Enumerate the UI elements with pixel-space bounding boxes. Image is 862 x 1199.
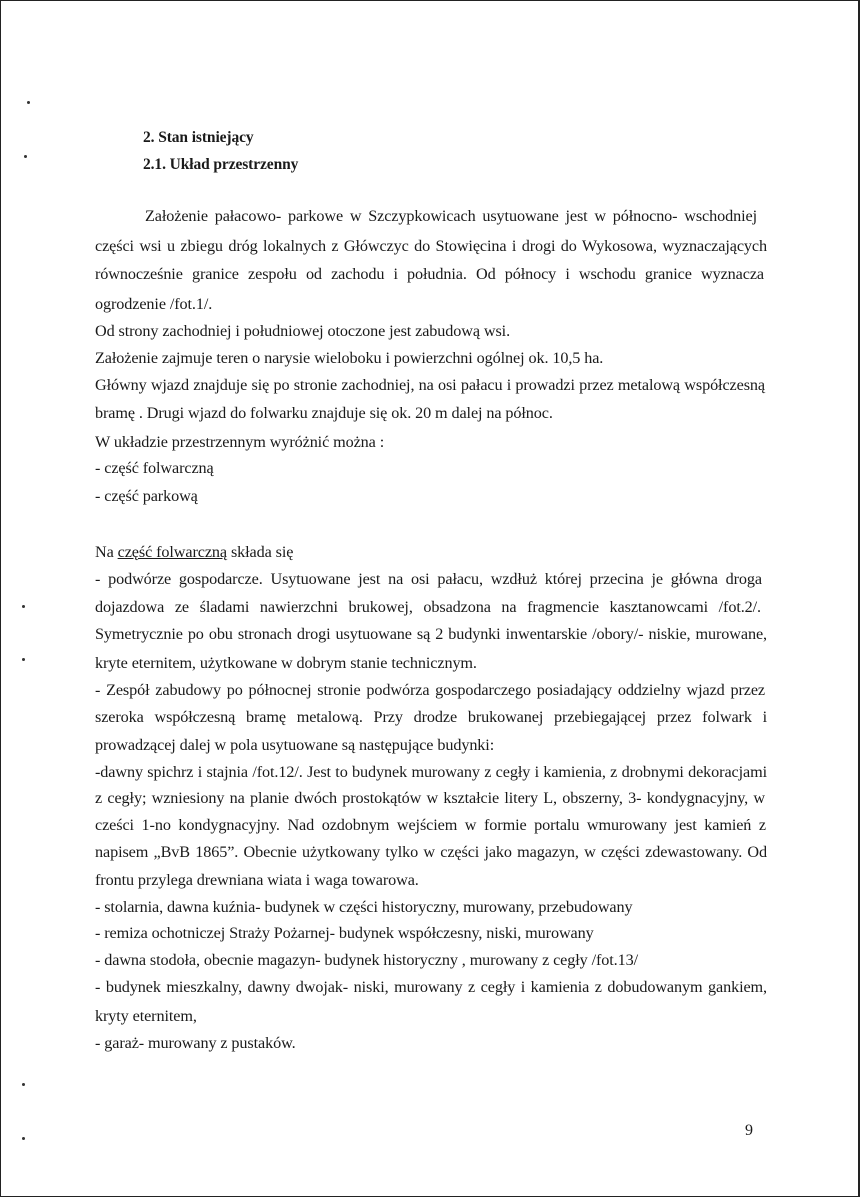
text-line: -dawny spichrz i stajnia /fot.12/. Jest to budynek murowany z cegły i kamienia, z drobnymi dekoracjami	[95, 763, 767, 781]
text-line: bramę . Drugi wjazd do folwarku znajduje się ok. 20 m dalej na północ.	[95, 404, 553, 422]
list-item: - garaż- murowany z pustaków.	[95, 1034, 296, 1052]
farm-intro-underlined: część folwarczną	[117, 543, 228, 561]
scan-speck	[22, 1083, 25, 1086]
text-line: frontu przylega drewniana wiata i waga towarowa.	[95, 871, 419, 889]
page-number: 9	[745, 1122, 753, 1139]
text-line: cześci 1-no kondygnacyjny. Nad ozdobnym wejściem w formie portalu wmurowany jest kamień z	[95, 816, 766, 834]
list-item: - stolarnia, dawna kuźnia- budynek w części historyczny, murowany, przebudowany	[95, 898, 633, 916]
scan-speck	[27, 101, 30, 104]
text-line: kryte eternitem, użytkowane w dobrym stanie technicznym.	[95, 654, 477, 672]
subsection-heading: 2.1. Układ przestrzenny	[143, 156, 299, 173]
text-line: Założenie zajmuje teren o narysie wieloboku i powierzchni ogólnej ok. 10,5 ha.	[95, 349, 604, 367]
farm-intro-suffix: składa się	[227, 543, 294, 561]
scan-speck	[22, 658, 25, 661]
text-line: Od strony zachodniej i południowej otoczone jest zabudową wsi.	[95, 322, 511, 340]
text-line: z cegły; wzniesiony na planie dwóch prostokątów w kształcie litery L, obszerny, 3- kondygnacyjny, w	[95, 789, 765, 807]
text-line: kryty eternitem,	[95, 1007, 197, 1025]
text-line: napisem „BvB 1865”. Obecnie użytkowany tylko w części jako magazyn, w części zdewastowany. Od	[95, 843, 767, 861]
text-line: Główny wjazd znajduje się po stronie zachodniej, na osi pałacu i prowadzi przez metalową współczesną	[95, 376, 765, 394]
list-item: - remiza ochotniczej Straży Pożarnej- budynek współczesny, niski, murowany	[95, 924, 594, 942]
text-line: Założenie pałacowo- parkowe w Szczypkowicach usytuowane jest w północno- wschodniej	[145, 207, 757, 225]
text-line: prowadzącej dalej w pola usytuowane są następujące budynki:	[95, 736, 495, 754]
list-item: - część parkową	[95, 487, 198, 505]
scan-speck	[22, 1137, 25, 1140]
text-line: części wsi u zbiegu dróg lokalnych z Główczyc do Stowięcina i drogi do Wykosowa, wyznaczających	[95, 237, 767, 255]
text-line: - podwórze gospodarcze. Usytuowane jest na osi pałacu, wzdłuż której przecina je główna droga	[95, 570, 762, 588]
text-line: - budynek mieszkalny, dawny dwojak- niski, murowany z cegły i kamienia z dobudowanym gankiem,	[95, 978, 767, 996]
text-line: W układzie przestrzennym wyróżnić można :	[95, 433, 385, 451]
text-line: - Zespół zabudowy po północnej stronie podwórza gospodarczego posiadający oddzielny wjazd przez	[95, 681, 765, 699]
list-item: - część folwarczną	[95, 459, 214, 477]
text-line: ogrodzenie /fot.1/.	[95, 295, 213, 313]
section-heading: 2. Stan istniejący	[143, 129, 254, 146]
text-line: równocześnie granice zespołu od zachodu i południa. Od północy i wschodu granice wyznacza	[95, 265, 764, 283]
text-line: dojazdowa ze śladami nawierzchni brukowej, obsadzona na fragmencie kasztanowcami /fot.2/.	[95, 598, 761, 616]
text-line: szeroka współczesną bramę metalową. Przy drodze brukowanej przebiegającej przez folwark i	[95, 708, 767, 726]
farm-intro-prefix: Na	[95, 543, 118, 561]
scan-speck	[22, 605, 25, 608]
farm-intro	[95, 542, 293, 562]
text-line: Symetrycznie po obu stronach drogi usytuowane są 2 budynki inwentarskie /obory/- niskie, murowane,	[95, 625, 767, 643]
scan-speck	[24, 155, 27, 158]
list-item: - dawna stodoła, obecnie magazyn- budynek historyczny , murowany z cegły /fot.13/	[95, 951, 639, 969]
